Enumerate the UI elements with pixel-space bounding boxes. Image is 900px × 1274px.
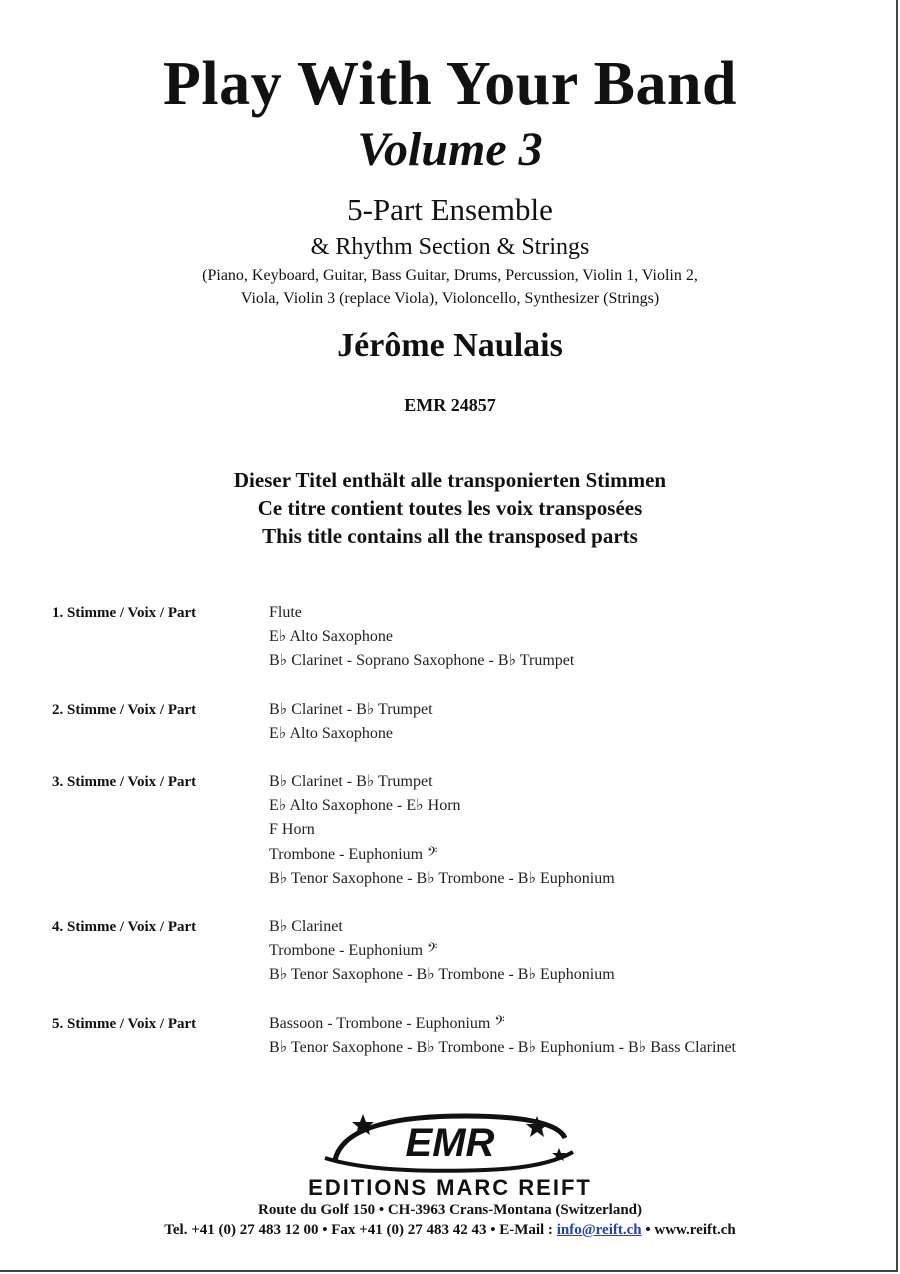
- part-label: 2. Stimme / Voix / Part: [52, 701, 197, 718]
- publisher-footer: [0, 1108, 900, 1240]
- part-instruments: [269, 1012, 736, 1060]
- instruments-list: [0, 264, 900, 310]
- part-instrument-line: Flute: [269, 604, 302, 621]
- part-instrument-line: Trombone - Euphonium 𝄢: [269, 845, 438, 863]
- part-group: [52, 601, 852, 674]
- parts-list: [52, 601, 852, 1084]
- notice-german: Dieser Titel enthält alle transponierten Stimmen: [233, 468, 667, 492]
- part-instrument-line: E♭ Alto Saxophone - E♭ Horn: [269, 797, 461, 815]
- part-instrument-line: E♭ Alto Saxophone: [269, 724, 393, 742]
- part-label: 3. Stimme / Voix / Part: [52, 774, 197, 791]
- contact-phone-fax: Tel. +41 (0) 27 483 12 00 • Fax +41 (0) 27 483 42 43 • E-Mail :: [164, 1222, 557, 1238]
- publisher-address: Route du Golf 150 • CH-3963 Crans-Montana (Switzerland): [258, 1202, 642, 1218]
- emr-logo: [315, 1108, 585, 1178]
- part-instrument-line: B♭ Tenor Saxophone - B♭ Trombone - B♭ Euphonium: [269, 966, 615, 984]
- notice-french: Ce titre contient toutes les voix transposées: [257, 496, 643, 520]
- publisher-contact: [0, 1220, 900, 1240]
- part-instrument-line: Bassoon - Trombone - Euphonium 𝄢: [269, 1014, 505, 1032]
- part-instruments: [269, 770, 615, 891]
- part-instrument-line: B♭ Clarinet - Soprano Saxophone - B♭ Trumpet: [269, 652, 575, 670]
- page-title: Play With Your Band: [162, 50, 737, 118]
- part-instrument-line: B♭ Tenor Saxophone - B♭ Trombone - B♭ Euphonium: [269, 869, 615, 887]
- ensemble-type: 5-Part Ensemble: [347, 192, 553, 227]
- rhythm-section-line: & Rhythm Section & Strings: [310, 234, 590, 260]
- part-group: [52, 1012, 852, 1060]
- emr-logo-graphic: [315, 1108, 585, 1178]
- part-instruments: [269, 698, 433, 746]
- part-instrument-line: B♭ Clarinet - B♭ Trumpet: [269, 700, 433, 718]
- composer-name: Jérôme Naulais: [337, 327, 563, 364]
- emr-logo-text: EMR: [405, 1121, 495, 1165]
- title-block: [0, 48, 900, 550]
- part-label: 4. Stimme / Voix / Part: [52, 919, 197, 936]
- part-instruments: [269, 915, 615, 988]
- contact-website: • www.reift.ch: [641, 1222, 736, 1238]
- transposition-notice: [0, 466, 900, 550]
- part-instruments: [269, 601, 574, 674]
- part-instrument-line: B♭ Clarinet: [269, 918, 343, 936]
- part-label: 1. Stimme / Voix / Part: [52, 605, 197, 621]
- instruments-line-1: (Piano, Keyboard, Guitar, Bass Guitar, Drums, Percussion, Violin 1, Violin 2,: [202, 267, 698, 284]
- part-instrument-line: E♭ Alto Saxophone: [269, 628, 393, 646]
- volume-subtitle: Volume 3: [357, 123, 543, 176]
- part-group: [52, 698, 852, 746]
- publisher-brand: EDITIONS MARC REIFT: [308, 1175, 592, 1200]
- notice-english: This title contains all the transposed parts: [262, 524, 638, 548]
- instruments-line-2: Viola, Violin 3 (replace Viola), Violoncello, Synthesizer (Strings): [240, 290, 660, 307]
- part-group: [52, 915, 852, 988]
- part-instrument-line: B♭ Tenor Saxophone - B♭ Trombone - B♭ Euphonium - B♭ Bass Clarinet: [269, 1038, 736, 1056]
- part-label: 5. Stimme / Voix / Part: [52, 1015, 197, 1032]
- email-link[interactable]: info@reift.ch: [556, 1222, 642, 1238]
- catalog-number: EMR 24857: [404, 395, 496, 415]
- part-instrument-line: F Horn: [269, 821, 315, 839]
- part-instrument-line: B♭ Clarinet - B♭ Trumpet: [269, 773, 433, 791]
- part-group: [52, 770, 852, 891]
- part-instrument-line: Trombone - Euphonium 𝄢: [269, 942, 438, 960]
